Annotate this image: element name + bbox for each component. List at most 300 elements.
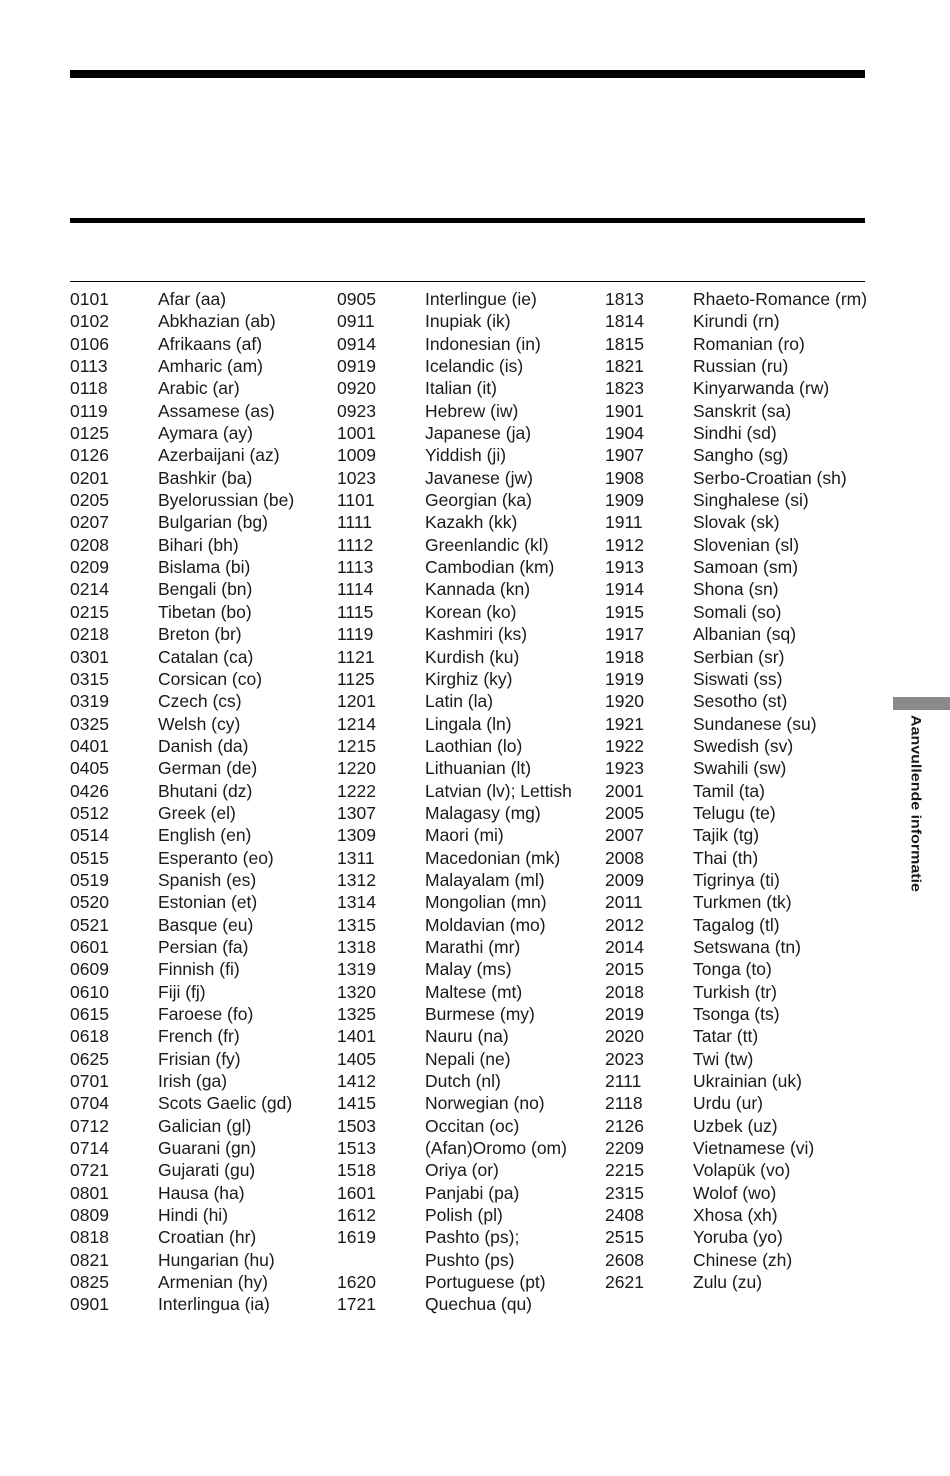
language-code-row [605, 1159, 867, 1181]
language-name: Tibetan (bo) [158, 601, 252, 622]
language-code-row [337, 623, 597, 645]
language-code: 1920 [605, 691, 644, 712]
language-code-row [337, 1182, 597, 1204]
language-code-row [70, 1249, 330, 1271]
language-code: 1923 [605, 758, 644, 779]
language-code: 1917 [605, 624, 644, 645]
language-code-row [337, 1092, 597, 1114]
language-name: Tigrinya (ti) [693, 869, 780, 890]
language-code: 0519 [70, 869, 109, 890]
language-code-row [337, 891, 597, 913]
language-name: Slovenian (sl) [693, 534, 800, 555]
language-code: 0601 [70, 936, 109, 957]
language-code-row [605, 511, 867, 533]
language-code: 0301 [70, 646, 109, 667]
language-code-row [605, 757, 867, 779]
language-name: Irish (ga) [158, 1071, 228, 1092]
language-name: Bulgarian (bg) [158, 512, 268, 533]
language-code: 0609 [70, 959, 109, 980]
language-name: Kirundi (rn) [693, 311, 780, 332]
language-name: Hungarian (hu) [158, 1249, 275, 1270]
language-code: 1401 [337, 1026, 376, 1047]
language-code-row [605, 1204, 867, 1226]
language-name: Latin (la) [425, 691, 494, 712]
language-code-row [337, 914, 597, 936]
language-code: 2005 [605, 802, 644, 823]
language-name: Norwegian (no) [425, 1093, 545, 1114]
language-name: Afar (aa) [158, 289, 227, 309]
language-code: 0809 [70, 1205, 109, 1226]
language-code: 0712 [70, 1115, 109, 1136]
language-code: 0102 [70, 311, 109, 332]
language-name: Catalan (ca) [158, 646, 254, 667]
language-name: Tatar (tt) [693, 1026, 759, 1047]
language-code: 1314 [337, 892, 376, 913]
language-name: Setswana (tn) [693, 936, 801, 957]
language-name: Welsh (cy) [158, 713, 241, 734]
language-code: 1009 [337, 445, 376, 466]
language-name: Tsonga (ts) [693, 1004, 780, 1024]
language-name: Guarani (gn) [158, 1138, 257, 1159]
language-code-row [605, 310, 867, 332]
language-name: Nauru (na) [425, 1026, 509, 1047]
language-code: 0514 [70, 825, 109, 846]
language-code: 1503 [337, 1115, 376, 1136]
language-code-row [605, 288, 867, 310]
language-name: Finnish (fi) [158, 959, 240, 980]
language-code-row [70, 891, 330, 913]
language-code-row [337, 824, 597, 846]
language-name: Esperanto (eo) [158, 847, 274, 868]
language-name: Sundanese (su) [693, 713, 817, 734]
language-code-row [337, 444, 597, 466]
language-name: Uzbek (uz) [693, 1115, 778, 1136]
language-name: Volapük (vo) [693, 1160, 791, 1181]
language-code-row [605, 578, 867, 600]
language-code-row [70, 1271, 330, 1293]
language-code-row [70, 824, 330, 846]
language-code-row [70, 690, 330, 712]
language-code: 1908 [605, 467, 644, 488]
language-code-row [337, 757, 597, 779]
language-code: 0218 [70, 624, 109, 645]
language-code-row [70, 914, 330, 936]
language-code-row [605, 735, 867, 757]
language-code: 1115 [337, 601, 374, 622]
language-code: 1220 [337, 758, 376, 779]
language-code-row [605, 623, 867, 645]
language-code: 0101 [70, 289, 109, 309]
language-code-row [337, 1137, 597, 1159]
header-rule [70, 218, 865, 223]
language-name: Singhalese (si) [693, 490, 809, 511]
language-name: Quechua (qu) [425, 1294, 533, 1315]
language-name: Tonga (to) [693, 959, 772, 980]
language-name: Kurdish (ku) [425, 646, 520, 667]
language-code-row [337, 1025, 597, 1047]
language-code: 0615 [70, 1004, 109, 1024]
language-code-row [605, 869, 867, 891]
language-code: 0214 [70, 579, 109, 600]
language-name: Malay (ms) [425, 959, 512, 980]
language-code: 1814 [605, 311, 644, 332]
language-name: Kannada (kn) [425, 579, 531, 600]
language-code-row [70, 400, 330, 422]
language-name: Inupiak (ik) [425, 311, 511, 332]
language-name: (Afan)Oromo (om) [425, 1138, 567, 1159]
language-code: 1309 [337, 825, 376, 846]
language-code: 2019 [605, 1004, 644, 1024]
language-code: 0914 [337, 333, 376, 354]
language-code: 1101 [337, 490, 375, 511]
language-name: Telugu (te) [693, 802, 776, 823]
language-code: 0209 [70, 557, 109, 578]
language-code: 1619 [337, 1227, 376, 1248]
language-code-row [337, 1003, 597, 1025]
language-code: 0821 [70, 1249, 109, 1270]
language-name: Moldavian (mo) [425, 914, 546, 935]
language-code: 2023 [605, 1048, 644, 1069]
language-code-row [605, 1249, 867, 1271]
language-code: 2014 [605, 936, 644, 957]
language-code-row [337, 936, 597, 958]
language-code-row [337, 400, 597, 422]
language-name: Kirghiz (ky) [425, 668, 513, 689]
language-code-row [337, 1293, 597, 1315]
language-name: Korean (ko) [425, 601, 517, 622]
language-code: 2011 [605, 892, 643, 913]
language-code: 0721 [70, 1160, 109, 1181]
language-code-row [70, 1025, 330, 1047]
language-code-row [70, 1159, 330, 1181]
language-code: 2018 [605, 981, 644, 1002]
language-code: 0625 [70, 1048, 109, 1069]
language-name: Galician (gl) [158, 1115, 252, 1136]
language-code-row [70, 623, 330, 645]
language-code: 1909 [605, 490, 644, 511]
language-code: 1513 [337, 1138, 376, 1159]
language-code: 0701 [70, 1071, 109, 1092]
language-code: 1307 [337, 802, 376, 823]
language-code-row [70, 1048, 330, 1070]
language-code-row [605, 713, 867, 735]
language-name: Marathi (mr) [425, 936, 521, 957]
language-code: 0205 [70, 490, 109, 511]
language-code-row [70, 1204, 330, 1226]
language-code: 0825 [70, 1272, 109, 1293]
language-code: 0905 [337, 289, 376, 309]
language-name: Burmese (my) [425, 1004, 535, 1024]
language-code: 2111 [605, 1071, 642, 1092]
language-code: 1518 [337, 1160, 376, 1181]
language-code: 2118 [605, 1093, 643, 1114]
language-name: Maltese (mt) [425, 981, 523, 1002]
language-name: Malagasy (mg) [425, 802, 541, 823]
language-name: Thai (th) [693, 847, 759, 868]
language-name: Serbo-Croatian (sh) [693, 467, 847, 488]
language-name: Oriya (or) [425, 1160, 499, 1181]
language-name: Azerbaijani (az) [158, 445, 280, 466]
language-code-row [605, 1070, 867, 1092]
language-code: 1001 [337, 423, 376, 444]
language-name: Yiddish (ji) [425, 445, 507, 466]
language-code-row [70, 1115, 330, 1137]
language-name: English (en) [158, 825, 252, 846]
language-code: 2608 [605, 1249, 644, 1270]
language-code: 0215 [70, 601, 109, 622]
language-code-row [70, 847, 330, 869]
language-code-row [605, 444, 867, 466]
language-code-row [605, 333, 867, 355]
language-name: Yoruba (yo) [693, 1227, 783, 1248]
language-code-row [605, 1271, 867, 1293]
language-code: 1125 [337, 668, 375, 689]
language-code-row [337, 646, 597, 668]
language-code-row [605, 400, 867, 422]
language-code-row [605, 690, 867, 712]
language-code: 1721 [337, 1294, 376, 1315]
language-code: 1911 [605, 512, 643, 533]
language-name: Maori (mi) [425, 825, 504, 846]
language-code: 1319 [337, 959, 376, 980]
language-code-row [70, 333, 330, 355]
language-code: 1325 [337, 1004, 376, 1024]
language-code-column-1 [70, 288, 330, 1316]
language-name: Bislama (bi) [158, 557, 251, 578]
language-code: 1901 [605, 400, 644, 421]
language-name: Latvian (lv); Lettish [425, 780, 572, 801]
language-code-row [605, 422, 867, 444]
language-code: 0714 [70, 1138, 109, 1159]
language-code: 2209 [605, 1138, 644, 1159]
language-code: 2215 [605, 1160, 644, 1181]
language-name: Pashto (ps); [425, 1227, 520, 1248]
language-name: Faroese (fo) [158, 1004, 254, 1024]
language-name: Dutch (nl) [425, 1071, 501, 1092]
language-name: Bihari (bh) [158, 534, 239, 555]
language-code-row [605, 489, 867, 511]
language-name: Urdu (ur) [693, 1093, 764, 1114]
language-code-row [605, 668, 867, 690]
language-name: Pushto (ps) [425, 1249, 515, 1270]
language-code: 2007 [605, 825, 644, 846]
language-code-row [337, 668, 597, 690]
language-code-row [70, 1182, 330, 1204]
language-code-row [605, 1137, 867, 1159]
language-code: 1919 [605, 668, 644, 689]
language-code-row [70, 802, 330, 824]
language-name: Nepali (ne) [425, 1048, 511, 1069]
language-code: 1918 [605, 646, 644, 667]
language-code-row [605, 1226, 867, 1248]
language-name: Frisian (fy) [158, 1048, 241, 1069]
language-code-row [337, 735, 597, 757]
language-code: 1318 [337, 936, 376, 957]
language-code: 2008 [605, 847, 644, 868]
section-side-label-text: Aanvullende informatie [908, 715, 923, 892]
language-name: Occitan (oc) [425, 1115, 520, 1136]
language-code: 0315 [70, 668, 109, 689]
language-code: 1815 [605, 333, 644, 354]
language-name: Twi (tw) [693, 1048, 754, 1069]
language-code-row [70, 355, 330, 377]
language-code: 2020 [605, 1026, 644, 1047]
language-code: 0521 [70, 914, 109, 935]
language-code-row [70, 780, 330, 802]
language-code: 1119 [337, 624, 374, 645]
language-code-row [605, 1182, 867, 1204]
language-code-row [70, 735, 330, 757]
language-code-row [337, 288, 597, 310]
language-name: Chinese (zh) [693, 1249, 793, 1270]
language-code-column-3 [605, 288, 867, 1293]
language-code-row [337, 534, 597, 556]
language-name: Tamil (ta) [693, 780, 765, 801]
language-code: 0618 [70, 1026, 109, 1047]
language-code-row [70, 511, 330, 533]
language-name: Kinyarwanda (rw) [693, 378, 830, 399]
language-code-row [337, 355, 597, 377]
language-code: 1315 [337, 914, 376, 935]
language-code: 1113 [337, 557, 374, 578]
language-code: 0119 [70, 400, 108, 421]
language-name: Swedish (sv) [693, 735, 794, 756]
language-code-row [70, 713, 330, 735]
language-code-row [605, 958, 867, 980]
language-code-row [337, 310, 597, 332]
language-code-row [70, 444, 330, 466]
language-code-row [337, 690, 597, 712]
language-name: Armenian (hy) [158, 1272, 268, 1293]
language-name: Sesotho (st) [693, 691, 788, 712]
language-code-row [605, 1092, 867, 1114]
language-name: Fiji (fj) [158, 981, 206, 1002]
language-code: 1201 [337, 691, 376, 712]
language-code: 1612 [337, 1205, 376, 1226]
language-code: 0512 [70, 802, 109, 823]
language-code-row [337, 847, 597, 869]
language-code: 1813 [605, 289, 644, 309]
language-name: Tajik (tg) [693, 825, 760, 846]
language-name: Sangho (sg) [693, 445, 789, 466]
language-code: 0201 [70, 467, 109, 488]
language-code: 0920 [337, 378, 376, 399]
language-code-row [605, 377, 867, 399]
language-code-row [70, 936, 330, 958]
language-code-row [605, 847, 867, 869]
language-code: 1914 [605, 579, 644, 600]
language-code-row [605, 914, 867, 936]
language-code: 1222 [337, 780, 376, 801]
language-name: Abkhazian (ab) [158, 311, 276, 332]
language-name: Aymara (ay) [158, 423, 253, 444]
language-code: 1312 [337, 869, 376, 890]
language-name: Greek (el) [158, 802, 236, 823]
section-tab-marker [893, 697, 950, 710]
language-code-row [605, 824, 867, 846]
language-name: Sanskrit (sa) [693, 400, 792, 421]
language-name: Persian (fa) [158, 936, 249, 957]
language-code-row [337, 1048, 597, 1070]
language-name: Laothian (lo) [425, 735, 523, 756]
language-code-row [70, 310, 330, 332]
language-code-row [605, 1025, 867, 1047]
language-code-row [70, 1137, 330, 1159]
language-code-row [337, 713, 597, 735]
language-name: Tagalog (tl) [693, 914, 780, 935]
language-code-row [605, 355, 867, 377]
language-code: 2126 [605, 1115, 644, 1136]
language-code: 0704 [70, 1093, 109, 1114]
language-name: Japanese (ja) [425, 423, 532, 444]
language-code-row [70, 646, 330, 668]
language-code: 1912 [605, 534, 644, 555]
language-name: Amharic (am) [158, 356, 264, 377]
language-name: Bengali (bn) [158, 579, 253, 600]
language-name: Russian (ru) [693, 356, 789, 377]
language-code-row [337, 1115, 597, 1137]
language-code: 1214 [337, 713, 376, 734]
language-name: Gujarati (gu) [158, 1160, 256, 1181]
language-code: 0208 [70, 534, 109, 555]
language-name: Javanese (jw) [425, 467, 533, 488]
language-code: 1415 [337, 1093, 376, 1114]
language-code-row [337, 958, 597, 980]
language-name: Cambodian (km) [425, 557, 555, 578]
language-code-row [70, 958, 330, 980]
language-code-row [605, 1048, 867, 1070]
language-code: 1320 [337, 981, 376, 1002]
language-name: Lingala (ln) [425, 713, 512, 734]
language-code: 2515 [605, 1227, 644, 1248]
language-code: 1915 [605, 601, 644, 622]
language-code-row [605, 601, 867, 623]
language-name: Breton (br) [158, 624, 242, 645]
language-name: Albanian (sq) [693, 624, 797, 645]
language-name: Polish (pl) [425, 1205, 503, 1226]
language-name: Bashkir (ba) [158, 467, 253, 488]
language-code: 0426 [70, 780, 109, 801]
language-code-row [605, 780, 867, 802]
language-code-row [605, 534, 867, 556]
language-name: German (de) [158, 758, 258, 779]
language-code: 1904 [605, 423, 644, 444]
language-code-row [337, 422, 597, 444]
language-name: Hindi (hi) [158, 1205, 229, 1226]
language-code-row [605, 891, 867, 913]
language-code: 0515 [70, 847, 109, 868]
language-code: 1405 [337, 1048, 376, 1069]
language-code: 0106 [70, 333, 109, 354]
language-code: 0325 [70, 713, 109, 734]
language-name: Portuguese (pt) [425, 1272, 546, 1293]
language-code-row [605, 981, 867, 1003]
language-code-row [70, 1003, 330, 1025]
language-name: Estonian (et) [158, 892, 258, 913]
language-code-row [70, 377, 330, 399]
language-code: 0113 [70, 356, 108, 377]
language-name: Turkmen (tk) [693, 892, 792, 913]
language-code-row [337, 1249, 597, 1271]
language-name: Slovak (sk) [693, 512, 780, 533]
language-code-row [337, 1271, 597, 1293]
language-name: Indonesian (in) [425, 333, 541, 354]
language-code-row [337, 981, 597, 1003]
language-code-row [70, 601, 330, 623]
language-code: 1114 [337, 579, 374, 600]
language-name: Shona (sn) [693, 579, 779, 600]
language-code: 2012 [605, 914, 644, 935]
